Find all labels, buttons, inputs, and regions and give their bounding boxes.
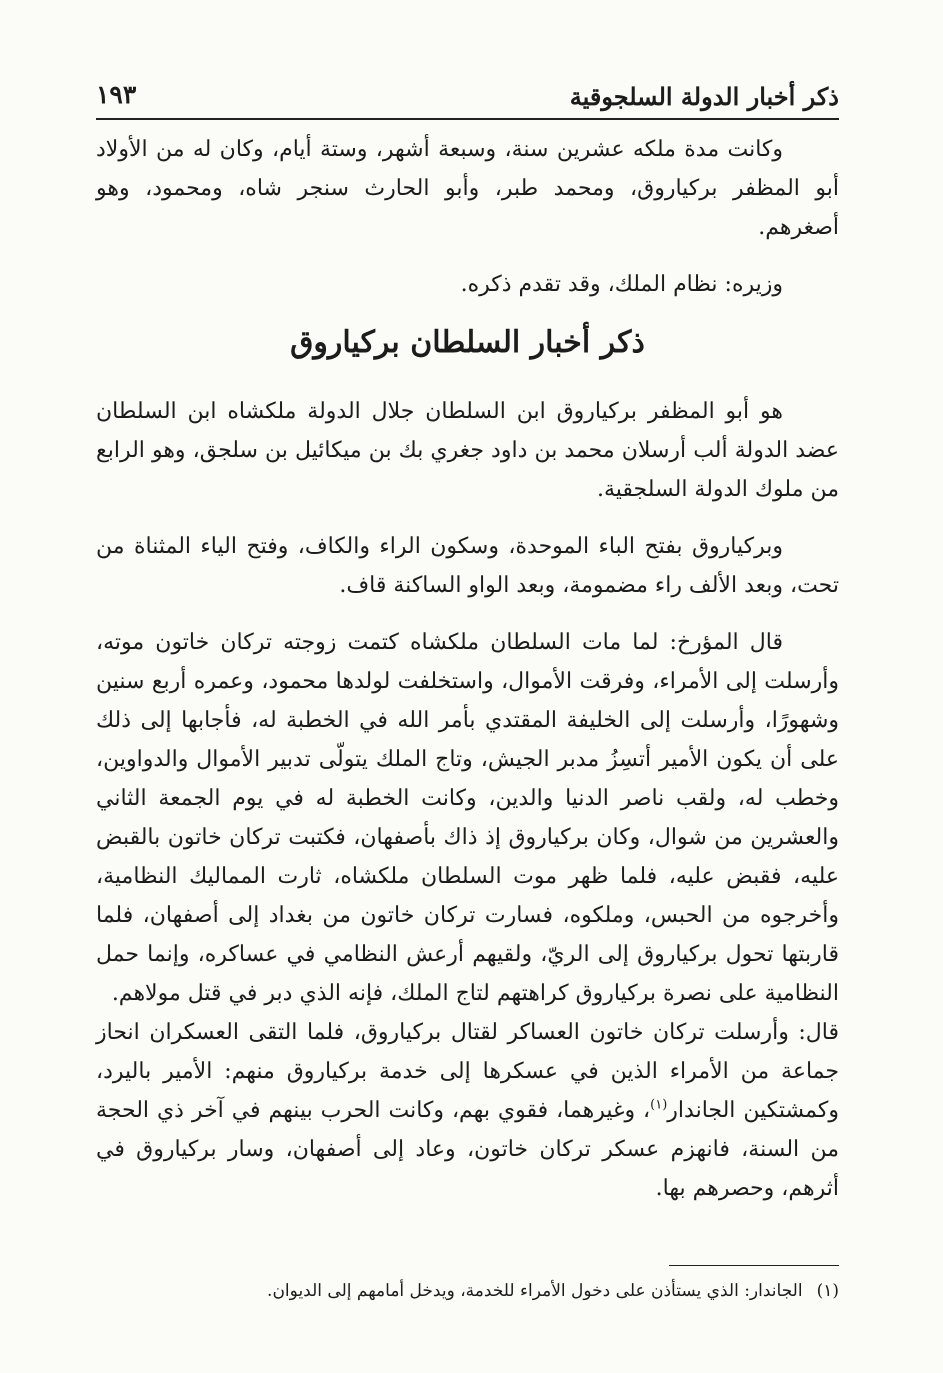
footnote: [96, 1276, 839, 1306]
footnote-divider: [669, 1265, 839, 1266]
paragraph-lineage: هو أبو المظفر بركياروق ابن السلطان جلال الدولة ملكشاه ابن السلطان عضد الدولة ألب أرسلان محمد بن داود جغري بك بن ميكائيل بن سلجق، وهو الرابع من ملوك الدولة السلجقية.: [96, 399, 839, 502]
paragraph-vizier: وزيره: نظام الملك، وقد تقدم ذكره.: [460, 272, 783, 297]
page-header: [96, 78, 839, 120]
footnote-number: (١): [816, 1281, 839, 1301]
paragraph-historian: قال المؤرخ: لما مات السلطان ملكشاه كتمت زوجته تركان خاتون موته، وأرسلت إلى الأمراء، وفرقت الأموال، واستخلفت لولدها محمود، وعمره أربع سنين وشهورًا، وأرسلت إلى الخليفة المقتدي بأمر الله في الخطبة له، فأجابها إلى ذلك على أن يكون الأمير أتسِزُ مدبر الجيش، وتاج الملك يتولّى تدبير الأموال والدواوين، وخطب له، ولقب ناصر الدنيا والدين، وكانت الخطبة له في يوم الجمعة الثاني والعشرين من شوال، وكان بركياروق إذ ذاك بأصفهان، فكتبت تركان خاتون بالقبض عليه، فقبض عليه، فلما ظهر موت السلطان ملكشاه، ثارت المماليك النظامية، وأخرجوه من الحبس، وملكوه، فسارت تركان خاتون من بغداد إلى أصفهان، فلما قاربتها تحول بركياروق إلى الريّ، ولقيهم أرعش النظامي في عساكره، وإنما حمل النظامية على نصرة بركياروق كراهتهم لتاج الملك، فإنه الذي دبر في قتل مولاهم.: [96, 630, 839, 1006]
section-heading: ذكر أخبار السلطان بركياروق: [290, 325, 645, 360]
paragraph-battle: [96, 1013, 839, 1208]
page-body: [96, 130, 839, 1208]
paragraph-children: وكانت مدة ملكه عشرين سنة، وسبعة أشهر، وستة أيام، وكان له من الأولاد أبو المظفر بركياروق، ومحمد طبر، وأبو الحارث سنجر شاه، ومحمود، وهو أصغرهم.: [96, 137, 839, 240]
battle-text-end: ، وغيرهما، فقوي بهم، وكانت الحرب بينهم في آخر ذي الحجة من السنة، فانهزم عسكر تركان خاتون، وعاد إلى أصفهان، وسار بركياروق في أثرهم، وحصرهم بها.: [96, 1098, 839, 1201]
footnote-reference[interactable]: (١): [650, 1097, 668, 1113]
footnote-text: الجاندار: الذي يستأذن على دخول الأمراء للخدمة، ويدخل أمامهم إلى الديوان.: [267, 1281, 803, 1301]
running-title: ذكر أخبار الدولة السلجوقية: [569, 82, 839, 111]
battle-text-start: قال: وأرسلت تركان خاتون العساكر لقتال بركياروق، فلما التقى العسكران انحاز جماعة من الأمراء الذين في عسكرها إلى خدمة بركياروق منهم: الأمير باليرد، وكمشتكين الجاندار: [96, 1020, 839, 1123]
page-number: ١٩٣: [96, 80, 137, 109]
paragraph-pronunciation: وبركياروق بفتح الباء الموحدة، وسكون الراء والكاف، وفتح الياء المثناة من تحت، وبعد الألف راء مضمومة، وبعد الواو الساكنة قاف.: [96, 534, 839, 598]
